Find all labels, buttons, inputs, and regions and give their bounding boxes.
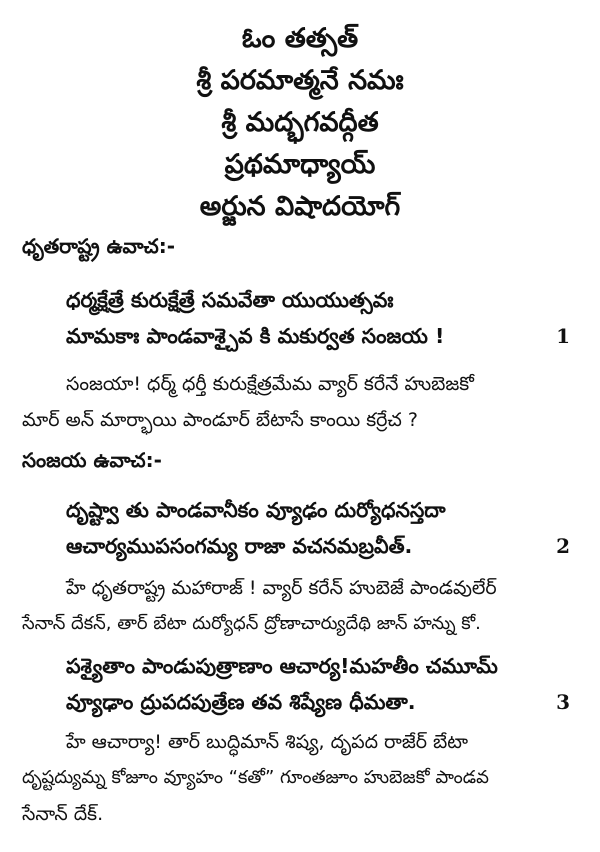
verse-text: పశ్యైతాం పాండుపుత్రాణాం ఆచార్య!మహతీం చమూమ్ [66,654,498,678]
verse-number: 2 [556,534,570,558]
chapter-number: ప్రథమాధ్యాయ్ [224,149,376,180]
verse-line [66,528,570,564]
translation-line: హే ధృతరాష్ట్ర మహారాజ్ ! వ్యార్ కరేన్ హుబెజే పాండవులేర్ [66,577,497,599]
sanskrit-verse [66,492,570,564]
salutation-line: శ్రీ పరమాత్మనే నమః [196,65,404,96]
sanskrit-verse [66,648,570,720]
translation-line: సంజయా! ధర్మ్ ధర్తీ కురుక్షేత్రమేమ వ్యార్ కరేనే హుబెజకో [66,373,474,395]
speaker-label: ధృతరాష్ట్ర ఉవాచ:- [22,234,176,258]
verse-line [66,648,570,684]
chapter-header [0,0,600,228]
translation-paragraph [22,570,580,642]
translation-line: హే ఆచార్యా! తార్ బుద్ధిమాన్ శిష్య, దృపద రాజేర్ బేటా [66,731,469,753]
verse-line [66,684,570,720]
verse-line [66,318,570,354]
book-title: శ్రీ మద్భగవద్గీత [221,107,379,138]
translation-paragraph [22,724,580,832]
verse-text: ధర్మక్షేత్రే కురుక్షేత్రే సమవేతా యుయుత్సవః [66,288,394,312]
verse-line [66,282,570,318]
verse-text: ఆచార్యముపసంగమ్య రాజా వచనమబ్రవీత్. [66,534,413,558]
translation-line: సేనాన్ దేక్. [22,803,104,825]
verse-text: వ్యూఢాం ద్రుపదపుత్రేణ తవ శిష్యేణ ధీమతా. [66,690,416,714]
translation-line: మార్ అన్ మార్భాయి పాండూర్ బేటాసే కాంయి కర్రేచ ? [22,409,418,431]
sanskrit-verse [66,282,570,354]
verse-number: 1 [556,324,570,348]
verse-line [66,492,570,528]
chapter-title: అర్జున విషాదయోగ్ [199,191,401,222]
verse-number: 3 [556,690,570,714]
translation-line: దృష్టద్యుమ్న కోజూం వ్యూహం “కతో” గూంతజూం హుబెజకో పాండవ [22,767,489,788]
verse-text: మామకాః పాండవాశ్చైవ కి మకుర్వత సంజయ ! [66,324,445,348]
translation-paragraph [22,366,580,438]
invocation-line: ఓం తత్సత్ [241,23,359,54]
speaker-label: సంజయ ఉవాచ:- [22,448,162,472]
translation-line: సేనాన్ దేకన్, తార్ బేటా దుర్యోధన్ ద్రోణాచార్యుదేథి జాన్ హన్ను కో. [22,613,481,634]
verse-text: దృష్ట్వా తు పాండవానీకం వ్యూఢం దుర్యోధనస్తదా [66,498,446,522]
